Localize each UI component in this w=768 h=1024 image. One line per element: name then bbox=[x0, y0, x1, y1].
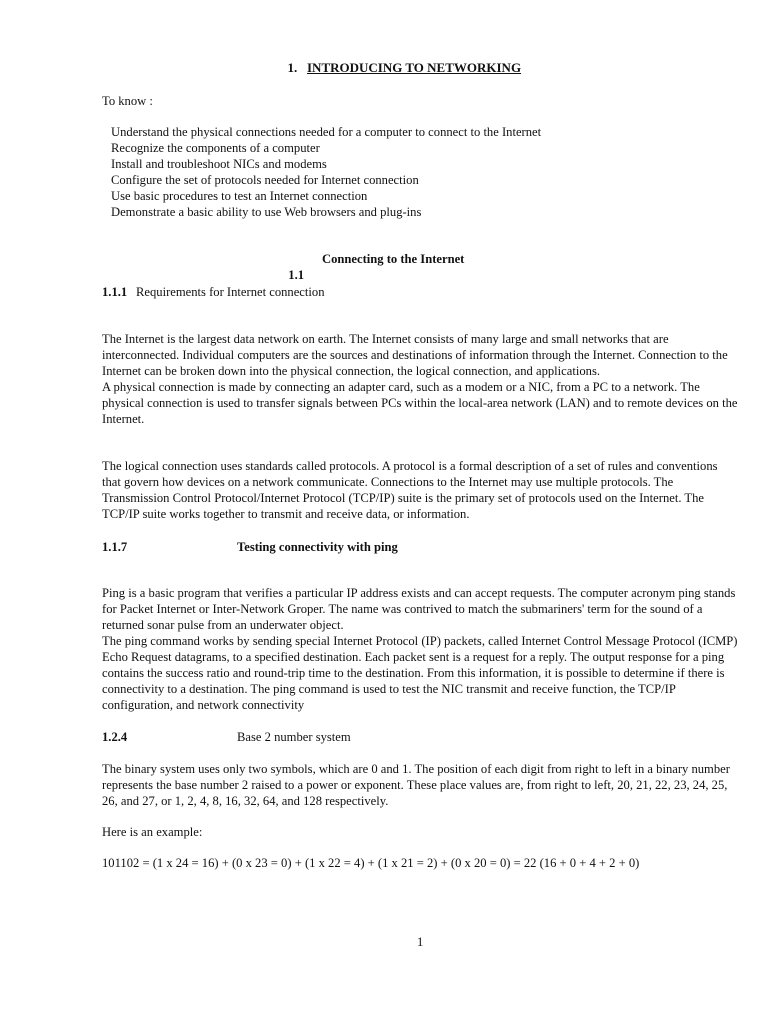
section-heading-1-1 bbox=[282, 251, 304, 283]
list-item: Install and troubleshoot NICs and modems bbox=[111, 157, 327, 171]
paragraph-text: The logical connection uses standards called protocols. A protocol is a formal description of a set of rules and conventions that govern how devices on a network communicate. Connections to the Internet may use multiple protocols. The Transmission Control Protocol/Internet Protocol (TCP/IP) suite is the primary set of protocols used on the Internet. The TCP/IP suite works together to transmit and receive data, or information. bbox=[102, 459, 718, 521]
section-number: 1.1 bbox=[288, 268, 305, 282]
paragraph-text: Ping is a basic program that verifies a particular IP address exists and can accept requests. The computer acronym ping stands for Packet Internet or Inter-Network Groper. The name was contrived to match the submariners' term for the sound of a returned sonar pulse from an underwater object. bbox=[102, 586, 736, 632]
section-number-1-1-1: 1.1.1 bbox=[102, 285, 128, 299]
paragraph-text: The ping command works by sending special Internet Protocol (IP) packets, called Internet Control Message Protocol (ICMP) Echo Request datagrams, to a specified destination. Each packet sent is a request for a reply. The output response for a ping contains the success ratio and round-trip time to the destination. From this information, it is possible to determine if there is connectivity to a destination. The ping command is used to test the NIC transmit and receive function, the TCP/IP configuration, and network connectivity bbox=[102, 634, 738, 712]
list-item: Use basic procedures to test an Internet connection bbox=[111, 189, 368, 203]
paragraph-text: A physical connection is made by connecting an adapter card, such as a modem or a NIC, from a PC to a network. The physical connection is used to transfer signals between PCs within the local-area network (LAN) and to remote devices on the Internet. bbox=[102, 380, 738, 426]
title-text: INTRODUCING TO NETWORKING bbox=[307, 60, 522, 75]
to-know-list bbox=[111, 124, 541, 220]
section-number-1-2-4: 1.2.4 bbox=[102, 730, 128, 744]
list-item: Understand the physical connections needed for a computer to connect to the Internet bbox=[111, 125, 542, 139]
paragraph-text: The Internet is the largest data network on earth. The Internet consists of many large and small networks that are interconnected. Individual computers are the sources and destinations of information through the Internet. Connection to the Internet can be broken down into the physical connection, the logical connection, and applications. bbox=[102, 332, 728, 378]
section-title-1-1-1: Requirements for Internet connection bbox=[136, 285, 325, 299]
paragraph-binary bbox=[102, 761, 738, 809]
section-title-1-1-7: Testing connectivity with ping bbox=[237, 540, 398, 554]
section-title-1-1: Connecting to the Internet bbox=[322, 252, 465, 266]
page-number: 1 bbox=[417, 935, 424, 949]
to-know-label: To know : bbox=[102, 94, 153, 108]
binary-example: 101102 = (1 x 24 = 16) + (0 x 23 = 0) + (1 x 22 = 4) + (1 x 21 = 2) + (0 x 20 = 0) = 22 (16 + 0 + 4 + 2 + 0) bbox=[102, 856, 640, 870]
paragraph-internet-definition bbox=[102, 331, 738, 427]
title-number: 1. bbox=[287, 60, 298, 75]
paragraph-text: The binary system uses only two symbols, which are 0 and 1. The position of each digit from right to left in a binary number represents the base number 2 raised to a power or exponent. These place values are, from right to left, 20, 21, 22, 23, 24, 25, 26, and 27, or 1, 2, 4, 8, 16, 32, 64, and 128 respectively. bbox=[102, 762, 730, 808]
section-title-1-2-4: Base 2 number system bbox=[237, 730, 351, 744]
paragraph-ping bbox=[102, 585, 738, 713]
list-item: Demonstrate a basic ability to use Web browsers and plug-ins bbox=[111, 205, 422, 219]
section-number-1-1-7: 1.1.7 bbox=[102, 540, 128, 554]
list-item: Recognize the components of a computer bbox=[111, 141, 320, 155]
paragraph-logical-connection bbox=[102, 458, 738, 522]
example-label: Here is an example: bbox=[102, 825, 203, 839]
page-title bbox=[281, 44, 521, 76]
list-item: Configure the set of protocols needed for Internet connection bbox=[111, 173, 419, 187]
